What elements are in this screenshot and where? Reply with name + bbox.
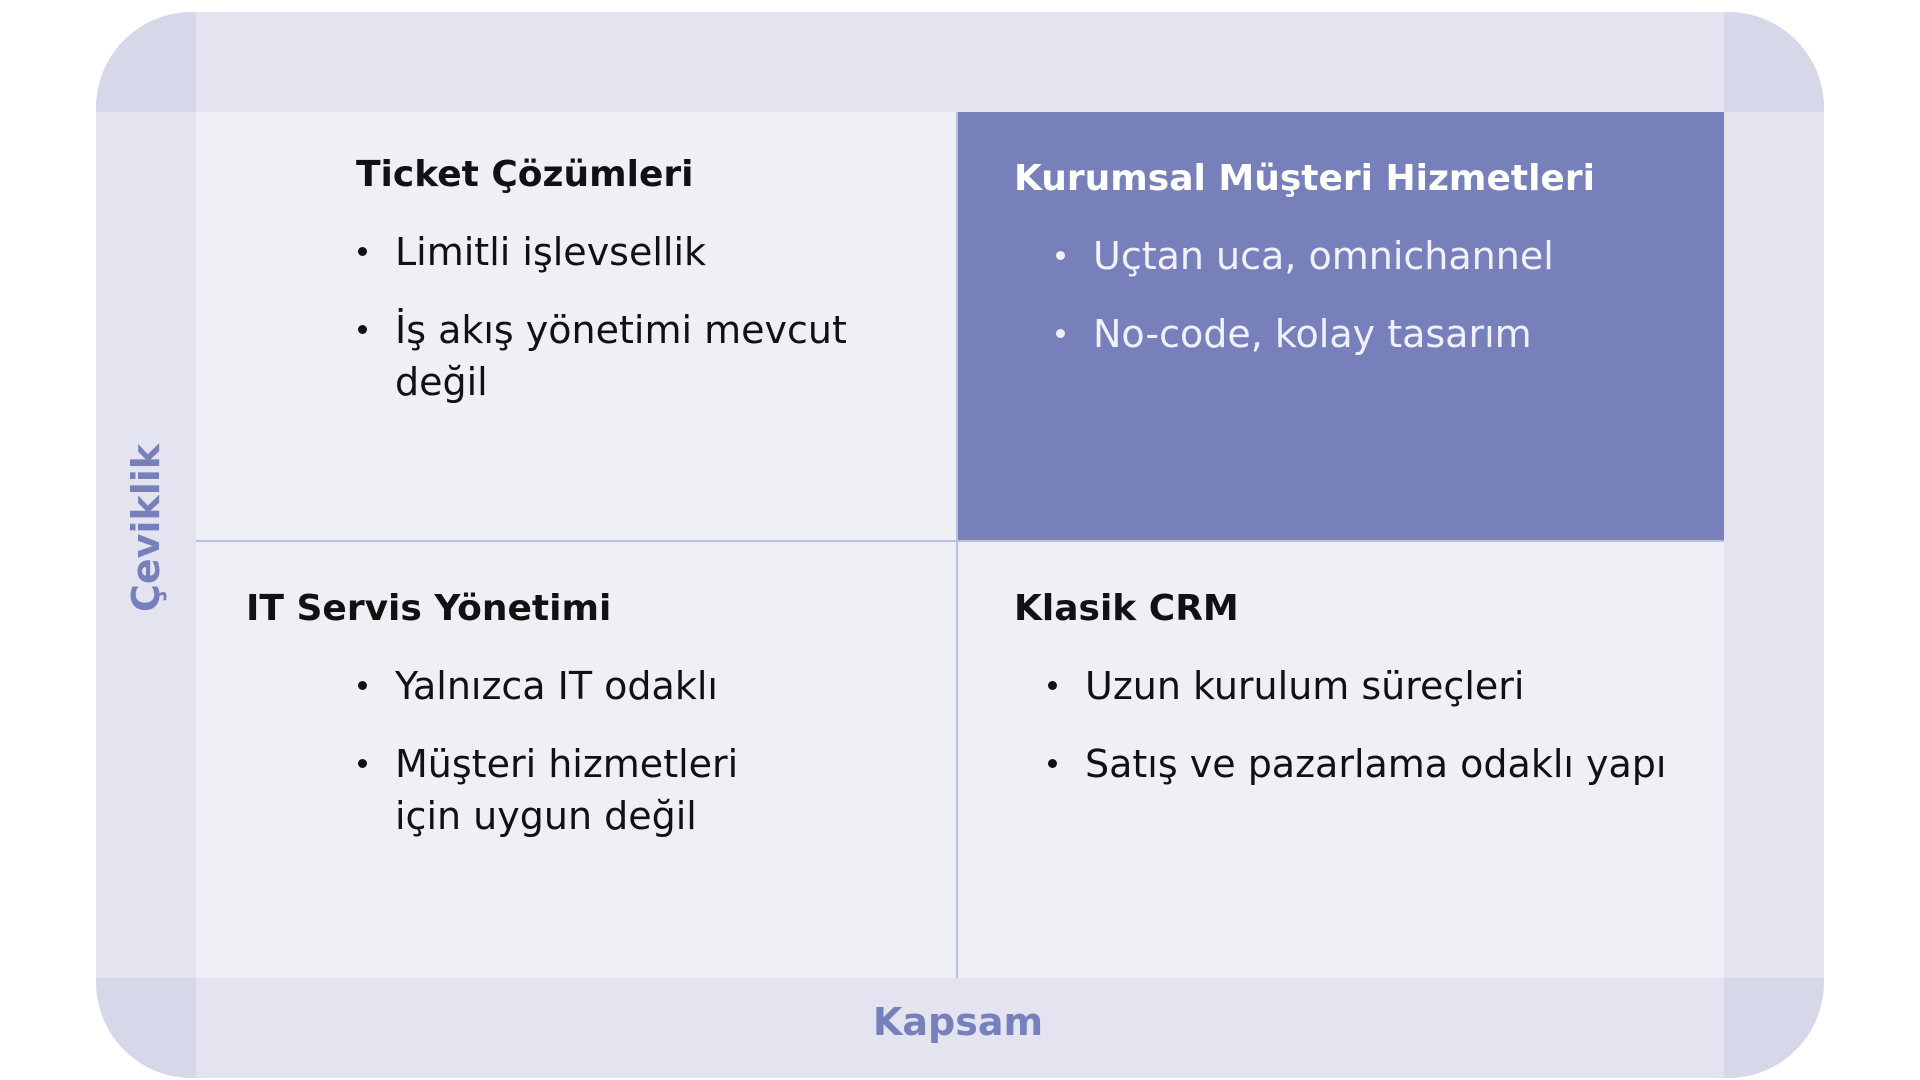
bullet-item: Müşteri hizmetleri için uygun değil [358, 738, 778, 842]
bullet-dot-icon [358, 325, 367, 334]
bullet-dot-icon [358, 247, 367, 256]
frame-corner [1724, 12, 1824, 112]
x-axis-label: Kapsam [872, 1000, 1044, 1044]
bullet-item: Yalnızca IT odaklı [358, 660, 778, 712]
quadrant-bullet-list [1056, 230, 1676, 386]
bullet-item: İş akış yönetimi mevcut değil [358, 304, 938, 408]
frame-corner [96, 12, 196, 112]
quadrant-bullet-list [358, 660, 778, 868]
bullet-item: Satış ve pazarlama odaklı yapı [1048, 738, 1688, 790]
bullet-dot-icon [358, 759, 367, 768]
bullet-dot-icon [358, 681, 367, 690]
bullet-item: Uzun kurulum süreçleri [1048, 660, 1688, 712]
quadrant-title: Kurumsal Müşteri Hizmetleri [1014, 158, 1595, 199]
y-axis-label: Çeviklik [124, 443, 168, 613]
quadrant-bullet-list [358, 226, 938, 434]
bullet-dot-icon [1048, 681, 1057, 690]
quadrant-bottom-right [958, 542, 1724, 978]
quadrant-bottom-left [196, 542, 958, 978]
quadrant-title: Ticket Çözümleri [356, 154, 694, 195]
bullet-dot-icon [1056, 251, 1065, 260]
quadrant-bullet-list [1048, 660, 1688, 816]
bullet-item: Limitli işlevsellik [358, 226, 938, 278]
quadrant-diagram [96, 12, 1824, 1078]
quadrant-top-left [196, 112, 958, 542]
bullet-dot-icon [1056, 329, 1065, 338]
quadrant-top-right [958, 112, 1724, 542]
bullet-dot-icon [1048, 759, 1057, 768]
quadrant-title: IT Servis Yönetimi [246, 588, 612, 629]
bullet-item: No-code, kolay tasarım [1056, 308, 1676, 360]
bullet-item: Uçtan uca, omnichannel [1056, 230, 1676, 282]
quadrant-title: Klasik CRM [1014, 588, 1239, 629]
frame-corner [1724, 978, 1824, 1078]
frame-corner [96, 978, 196, 1078]
